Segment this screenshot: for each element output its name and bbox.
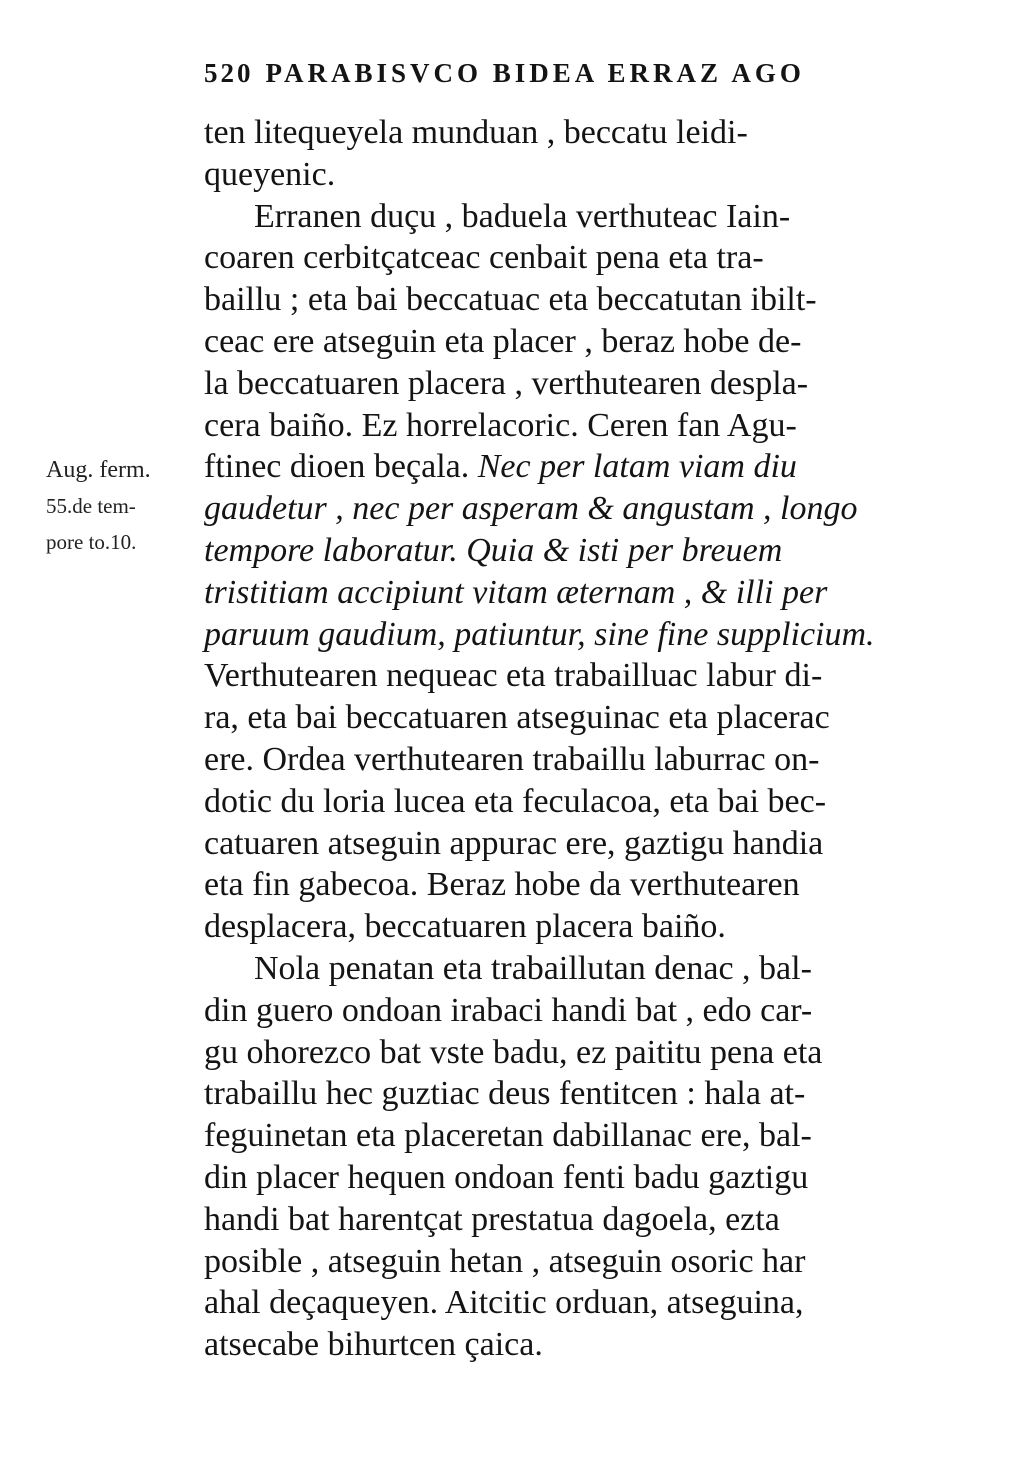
text-line: catuaren atseguin appurac ere, gaztigu handia [204,824,824,862]
page-number: 520 [204,58,254,88]
latin-quote-line: tempore laboratur. Quia & isti per breuem [204,531,783,569]
margin-note-line: Aug. ferm. [46,457,151,483]
page-header [204,58,924,102]
text-line: handi bat harentçat prestatua dagoela, ezta [204,1200,780,1238]
text-line: din placer hequen ondoan fenti badu gaztigu [204,1158,809,1196]
text-segment: ftinec dioen beçala. [204,448,470,486]
text-line: din guero ondoan irabaci handi bat , edo car- [204,991,813,1029]
text-line: ten litequeyela munduan , beccatu leidi- [204,114,748,151]
latin-quote-segment: Nec per latam viam diu [477,448,797,486]
latin-quote-line: tristitiam accipiunt vitam æternam , & illi per [204,573,828,611]
marginal-note [46,452,206,560]
margin-note-line: 55.de tem- [46,494,136,518]
text-line: ceac ere atseguin eta placer , beraz hobe de- [204,322,802,360]
text-line: ra, eta bai beccatuaren atseguinac eta placerac [204,699,830,737]
text-line: baillu ; eta bai beccatuac eta beccatutan ibilt- [204,281,817,319]
text-line-with-quote [204,446,932,488]
text-line: atsecabe bihurtcen çaica. [204,1326,543,1364]
text-line: cera baiño. Ez horrelacoric. Ceren fan Agu- [204,406,797,444]
text-line: eta fin gabecoa. Beraz hobe da verthutearen [204,866,800,904]
body-text [204,112,932,1366]
text-line: la beccatuaren placera , verthutearen desplа- [204,364,809,402]
margin-note-line: pore to.10. [46,530,137,554]
text-line: dotic du loria lucea eta feculacoa, eta bai bec- [204,782,827,820]
text-line: coaren cerbitçatceac cenbait pena eta tra- [204,239,764,277]
latin-quote-line: gaudetur , nec per asperam & angustam , longo [204,490,858,528]
text-line: feguinetan eta placeretan dabillanac ere, bal- [204,1117,812,1155]
running-title: PARABISVCO BIDEA ERRAZ AGO [265,58,805,88]
text-line: posible , atseguin hetan , atseguin osoric har [204,1242,806,1280]
text-line: gu ohorezco bat vste badu, ez paititu pena eta [204,1033,823,1071]
text-line: ere. Ordea verthutearen trabaillu laburrac on- [204,740,820,778]
text-line: Verthutearen nequeac eta trabailluac labur di- [204,657,823,695]
text-line: queyenic. [204,155,336,193]
paragraph-start-line: Erranen duçu , baduela verthuteac Iain- [254,197,791,235]
text-line: desplacera, beccatuaren placera baiño. [204,908,726,946]
paragraph-start-line: Nola penatan eta trabaillutan denac , bal- [254,949,812,987]
text-line: ahal deçaqueyen. Aitcitic orduan, atseguina, [204,1284,804,1322]
latin-quote-line: paruum gaudium, patiuntur, sine fine supplicium. [204,615,875,653]
text-line: trabaillu hec guztiac deus fentitcen : hala at- [204,1075,806,1113]
